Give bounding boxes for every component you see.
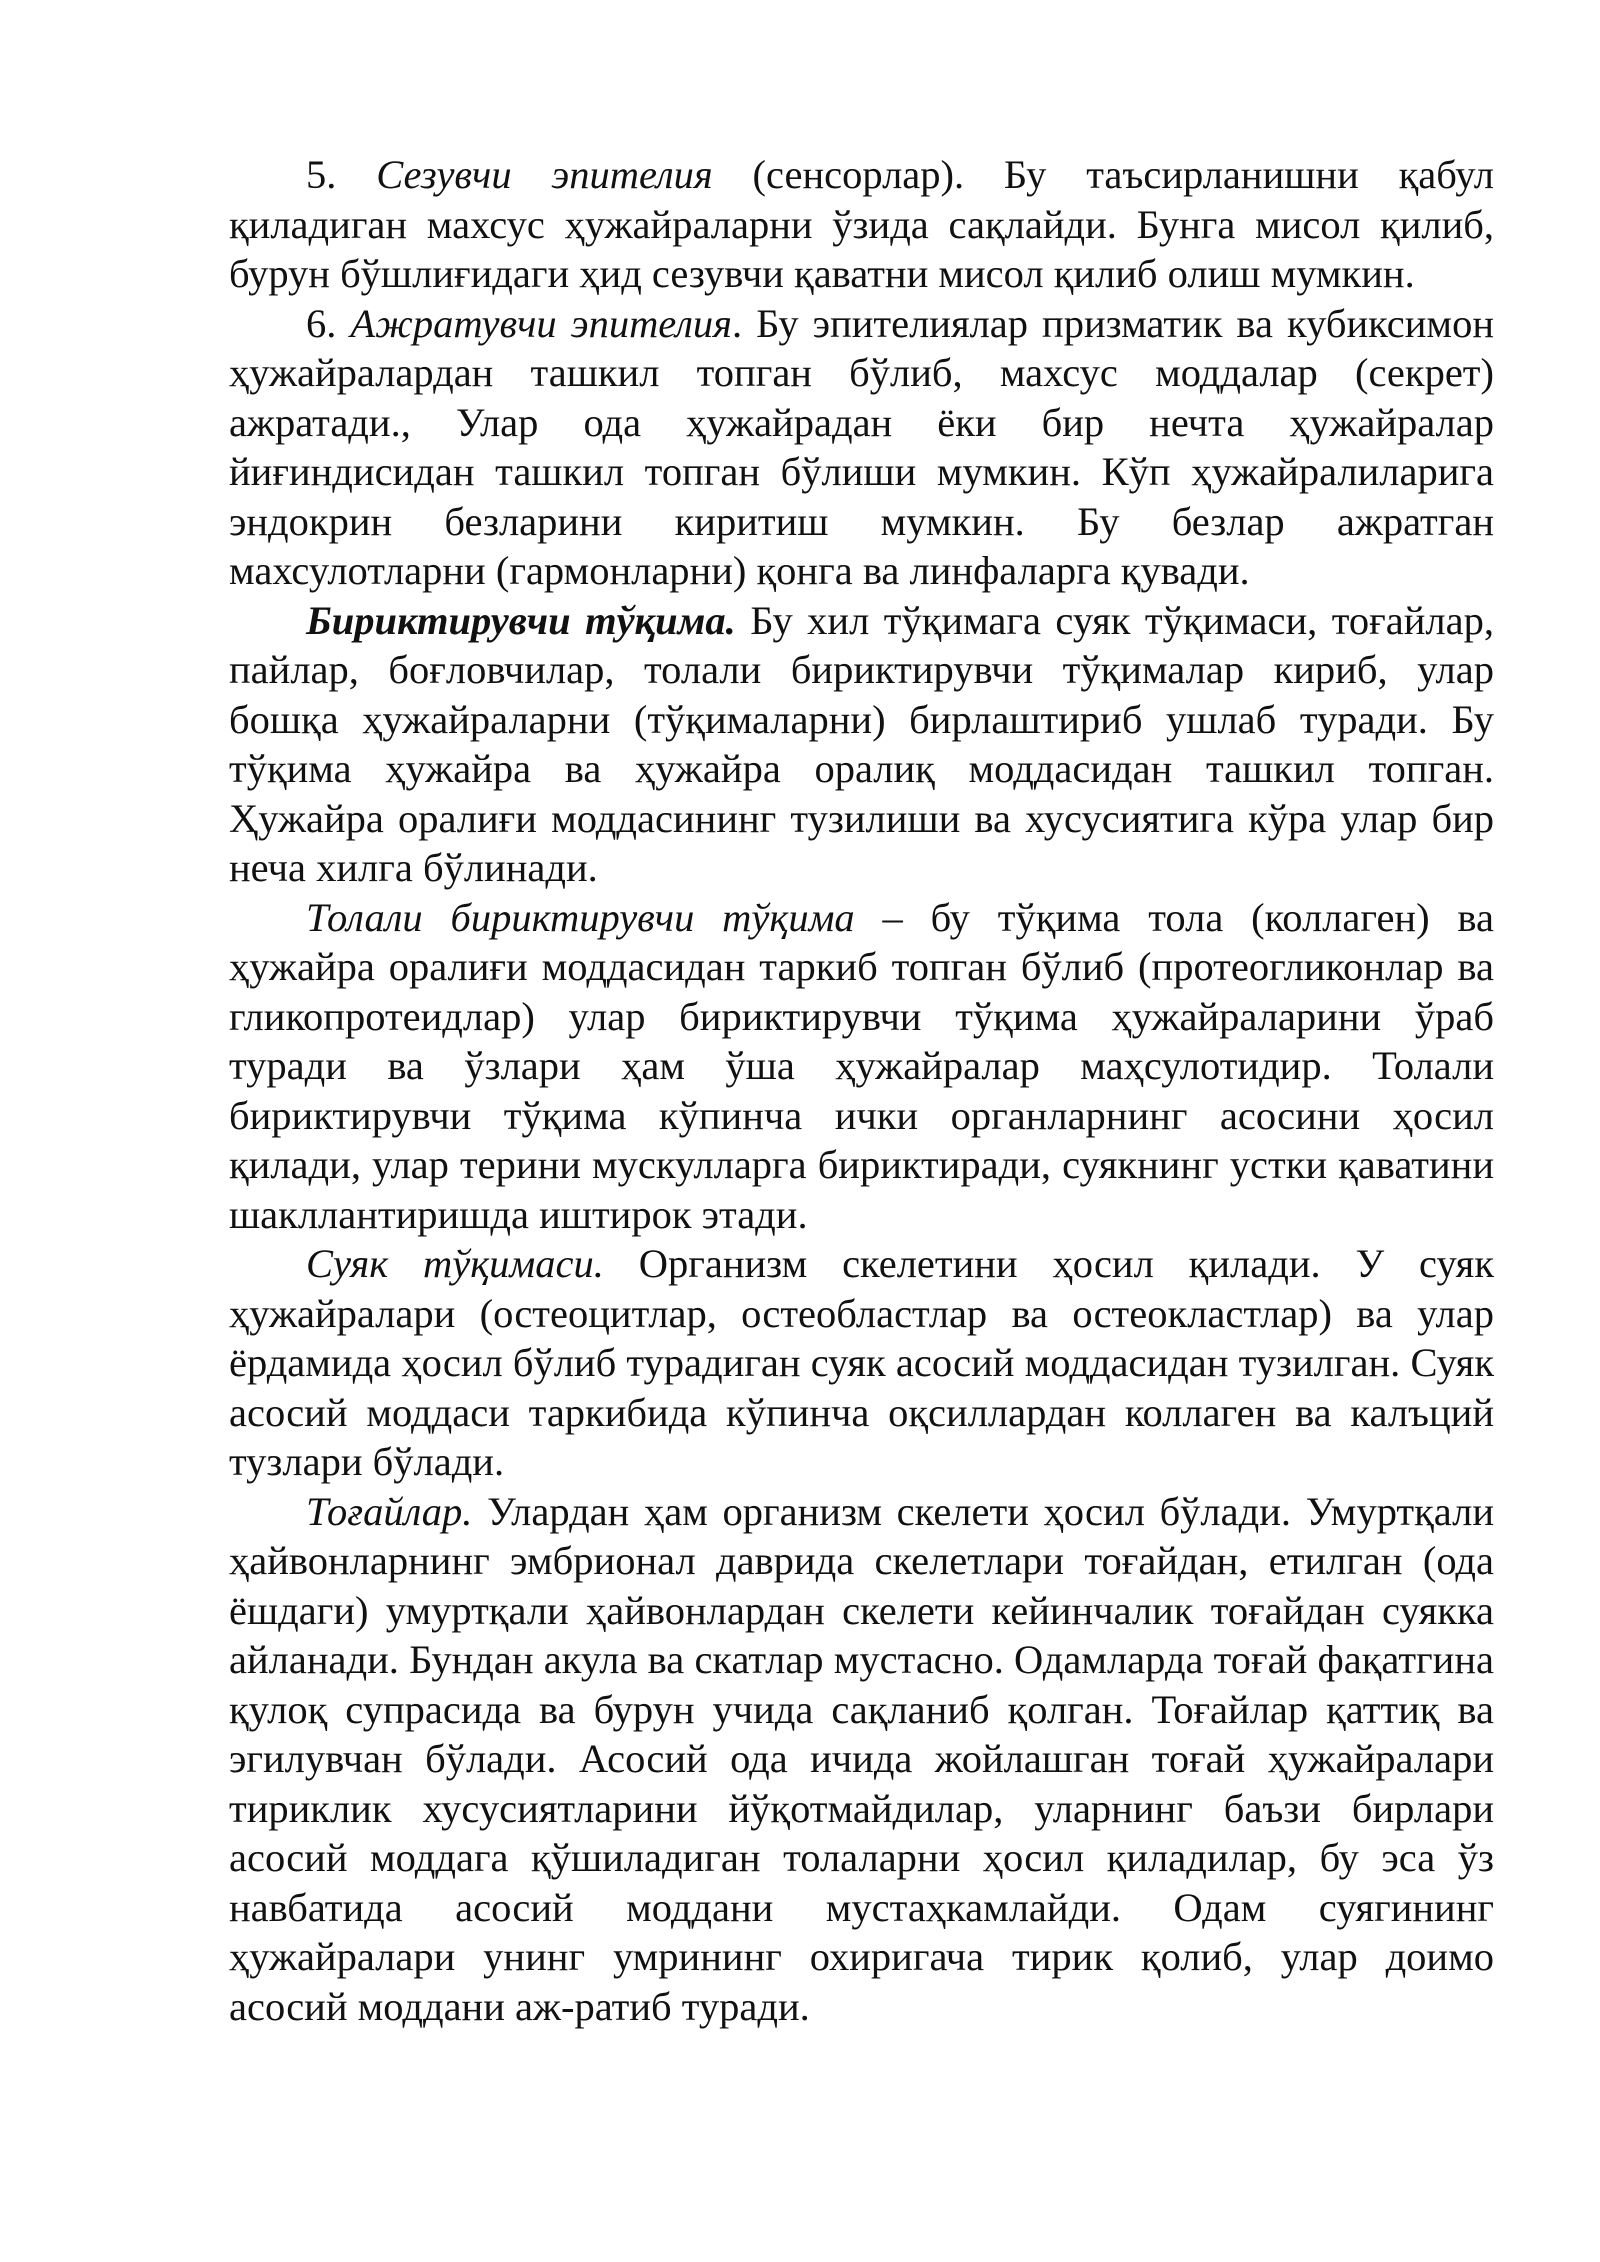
paragraph-secretory-epithelium xyxy=(229,299,1494,596)
paragraph-text: Улардан ҳам организм скелети ҳосил бўлади. Умуртқали ҳайвонларнинг эмбрионал даврида скелетлари тоғайдан, етилган (ода ёшдаги) умуртқали ҳайвонлардан скелети кейинчалик тоғайдан суякка айланади. Бундан акула ва скатлар мустасно. Одамларда тоғай фақатгина қулоқ супрасида ва бурун учида сақланиб қолган. Тоғайлар қаттиқ ва эгилувчан бўлади. Асосий ода ичида жойлашган тоғай ҳужайралари тириклик хусусиятларини йўқотмайдилар, уларнинг баъзи бирлари асосий моддага қўшиладиган толаларни ҳосил қиладилар, бу эса ўз навбатида асосий моддани мустаҳкамлайди. Одам суягининг ҳужайралари унинг умрининг охиригача тирик қолиб, улар доимо асосий моддани аж-ратиб туради. xyxy=(229,1488,1494,2029)
paragraph-text: . Бу эпителиялар призматик ва кубиксимон ҳужайралардан ташкил топган бўлиб, махсус моддалар (секрет) ажратади., Улар ода ҳужайрадан ёки бир нечта ҳужайралар йиғиндисидан ташкил топган бўлиши мумкин. Кўп ҳужайралиларига эндокрин безларини киритиш мумкин. Бу безлар ажратган махсулотларни (гармонларни) қонга ва линфаларга қувади. xyxy=(229,300,1494,593)
section-heading: Бириктирувчи тўқима. xyxy=(306,597,736,643)
term-heading: Сезувчи эпителия xyxy=(376,152,713,197)
term-heading: Ажратувчи эпителия xyxy=(350,300,733,346)
paragraph-fibrous-connective-tissue xyxy=(229,893,1494,1240)
term-heading: Суяк тўқимаси. xyxy=(306,1241,604,1286)
paragraph-text: Бу хил тўқимага суяк тўқимаси, тоғайлар, пайлар, боғловчилар, толали бириктирувчи тўқималар кириб, улар бошқа ҳужайраларни (тўқималарни) бирлаштириб ушлаб туради. Бу тўқима ҳужайра ва ҳужайра оралиқ моддасидан ташкил топган. Ҳужайра оралиғи моддасининг тузилиши ва хусусиятига кўра улар бир неча хилга бўлинади. xyxy=(229,597,1494,890)
paragraph-text: Организм скелетини ҳосил қилади. У суяк ҳужайралари (остеоцитлар, остеобластлар ва остеокластлар) ва улар ёрдамида ҳосил бўлиб турадиган суяк асосий моддасидан тузилган. Суяк асосий моддаси таркибида кўпинча оқсиллардан коллаген ва калъций тузлари бўлади. xyxy=(229,1241,1494,1484)
paragraph-bone-tissue xyxy=(229,1239,1494,1487)
paragraph-text: (сенсорлар). Бу таъсирланишни қабул қиладиган махсус ҳужайраларни ўзида сақлайди. Бунга мисол қилиб, бурун бўшлиғидаги ҳид сезувчи қаватни мисол қилиб олиш мумкин. xyxy=(229,152,1494,296)
paragraph-number: 5. xyxy=(306,152,377,197)
paragraph-text: – бу тўқима тола (коллаген) ва ҳужайра оралиғи моддасидан таркиб топган бўлиб (протеогликонлар ва гликопротеидлар) улар бириктирувчи тўқима ҳужайраларини ўраб туради ва ўзлари ҳам ўша ҳужайралар маҳсулотидир. Толали бириктирувчи тўқима кўпинча ички органларнинг асосини ҳосил қилади, улар терини мускулларга бириктиради, суякнинг устки қаватини шакллантиришда иштирок этади. xyxy=(229,894,1494,1237)
paragraph-number: 6. xyxy=(306,300,351,346)
document-page xyxy=(229,150,1494,2031)
term-heading: Тоғайлар. xyxy=(306,1488,473,1534)
paragraph-connective-tissue xyxy=(229,596,1494,893)
paragraph-sensory-epithelium xyxy=(229,150,1494,299)
paragraph-cartilage xyxy=(229,1487,1494,2032)
term-heading: Толали бириктирувчи тўқима xyxy=(306,894,855,940)
